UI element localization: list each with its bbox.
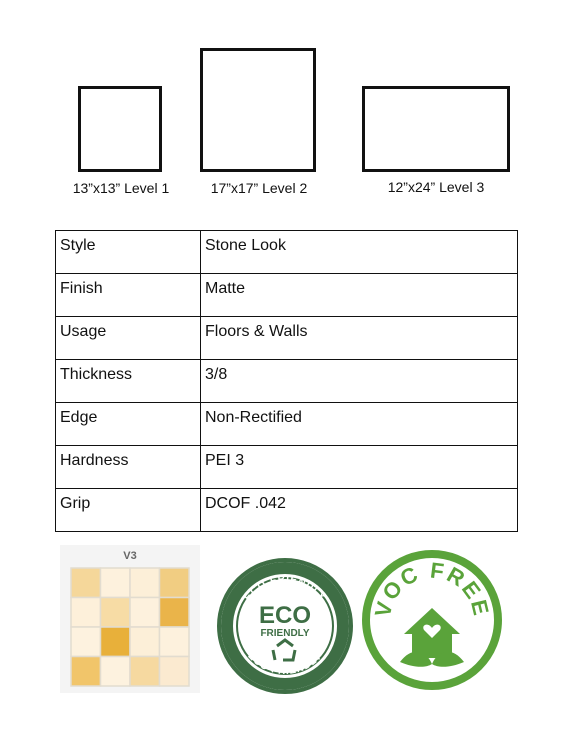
variation-label: V3 [123,550,137,562]
svg-text:ECO FRIENDLY: ECO FRIENDLY [245,650,325,678]
spec-key: Thickness [56,360,201,403]
tile-label-level-1: 13”x13” Level 1 [72,180,170,196]
spec-key: Edge [56,403,201,446]
table-row [56,231,518,274]
spec-value: Non-Rectified [201,403,518,446]
spec-value: 3/8 [201,360,518,403]
spec-value: PEI 3 [201,446,518,489]
spec-key: Finish [56,274,201,317]
table-row [56,489,518,532]
voc-free-badge [362,550,502,690]
spec-key: Usage [56,317,201,360]
spec-key: Hardness [56,446,201,489]
recycle-icon [273,640,295,660]
svg-text:ECO FRIENDLY: ECO FRIENDLY [242,573,328,604]
eco-friendly-badge [215,556,355,696]
tile-17x17 [200,48,316,172]
spec-key: Style [56,231,201,274]
shade-variation-icon [60,545,200,693]
tile-label-level-3: 12”x24” Level 3 [387,179,485,195]
svg-text:VOC FREE: VOC FREE [369,557,495,620]
spec-value: Floors & Walls [201,317,518,360]
spec-value: Stone Look [201,231,518,274]
eco-subtitle: FRIENDLY [260,628,310,639]
eco-friendly-stamp [215,556,355,696]
table-row [56,403,518,446]
shade-variation-badge [60,545,200,693]
spec-key: Grip [56,489,201,532]
table-row [56,360,518,403]
table-row [56,274,518,317]
tile-label-level-2: 17”x17” Level 2 [210,180,308,196]
eco-title: ECO [258,602,312,629]
spec-value: Matte [201,274,518,317]
spec-value: DCOF .042 [201,489,518,532]
tile-13x13 [78,86,162,172]
table-row [56,317,518,360]
spec-table [55,230,518,532]
voc-free-seal [362,550,502,690]
table-row [56,446,518,489]
tile-12x24 [362,86,510,172]
